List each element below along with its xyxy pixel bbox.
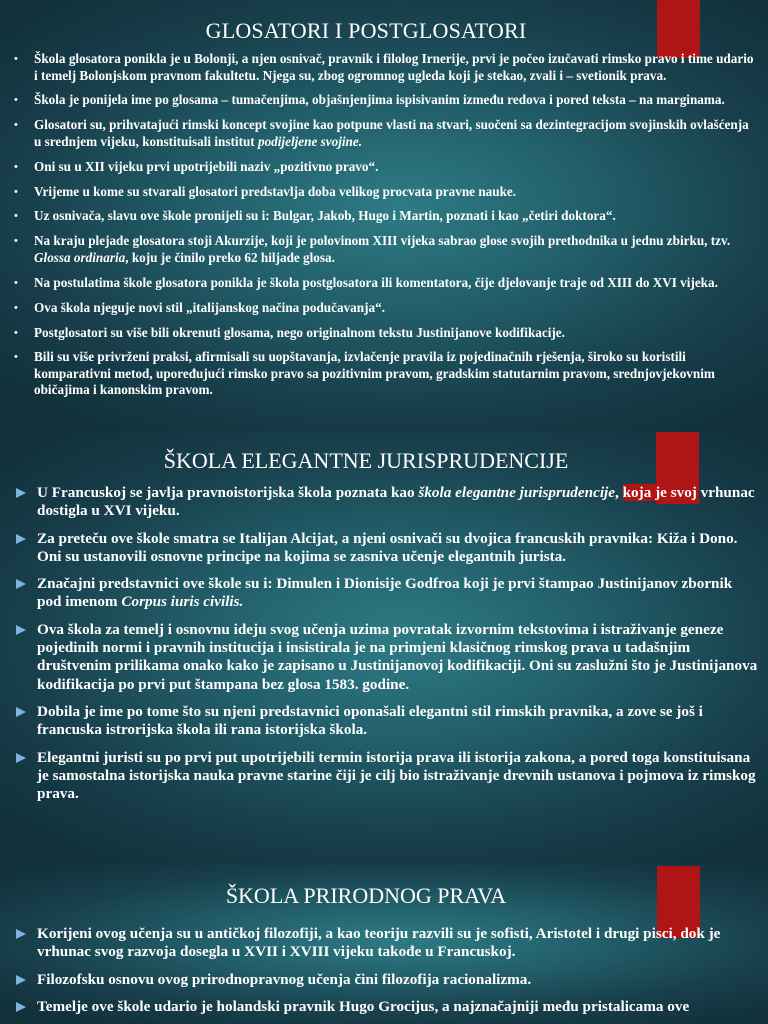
bullet-item: • Vrijeme u kome su stvarali glosatori predstavlja doba velikog procvata pravne nauke. xyxy=(14,183,517,199)
italic-term: škola elegantne jurisprudencije xyxy=(418,484,616,501)
triangle-bullet-icon xyxy=(16,534,26,544)
bullet-item: Filozofsku osnovu ovog prirodnopravnog učenja čini filozofija racionalizma. xyxy=(16,971,758,989)
triangle-bullet-icon xyxy=(16,929,26,939)
bullet-dot-icon: • xyxy=(14,119,18,132)
bullet-list xyxy=(16,925,758,1024)
bullet-item: • Ova škola njeguje novi stil „italijanskog načina podučavanja“. xyxy=(14,299,385,315)
bullet-item: Značajni predstavnici ove škole su i: Dimulen i Dionisije Godfroa koji je prvi štampao Justinijanov zbornik pod imenom Corpus iuris civilis. xyxy=(16,575,758,612)
triangle-bullet-icon xyxy=(16,1002,26,1012)
bullet-item: Za preteču ove škole smatra se Italijan Alcijat, a njeni osnivači su dvojica francuskih pravnika: Kiža i Dono. Oni su ustanovili osnovne principe na kojima se zasniva učenje elegantnih jurista. xyxy=(16,530,758,567)
bullet-item: • Oni su u XII vijeku prvi upotrijebili naziv „pozitivno pravo“. xyxy=(14,158,379,174)
bullet-item: • Na kraju plejade glosatora stoji Akurzije, koji je polovinom XIII vijeka sabrao glose svojih prethodnika u jednu zbirku, tzv. Glossa ordinaria, koju je činilo preko 62 hiljade glosa. xyxy=(14,233,731,265)
bullet-item: U Francuskoj se javlja pravnoistorijska škola poznata kao škola elegantne jurisprudencije, koja je svoj vrhunac dostigla u XVI vijeku. xyxy=(16,484,758,521)
triangle-bullet-icon xyxy=(16,625,26,635)
triangle-bullet-icon xyxy=(16,975,26,985)
bullet-item: • Postglosatori su više bili okrenuti glosama, nego originalnom tekstu Justinijanove kodifikacije. xyxy=(14,324,565,340)
slide-title: GLOSATORI I POSTGLOSATORI xyxy=(205,18,527,43)
slide-title: ŠKOLA PRIRODNOG PRAVA xyxy=(225,883,507,908)
bullet-item: • Uz osnivača, slavu ove škole pronijeli su i: Bulgar, Jakob, Hugo i Martin, poznati i kao „četiri doktora“. xyxy=(14,208,616,224)
bullet-dot-icon: • xyxy=(14,210,18,223)
triangle-bullet-icon xyxy=(16,488,26,498)
triangle-bullet-icon xyxy=(16,707,26,717)
triangle-bullet-icon xyxy=(16,753,26,763)
bullet-dot-icon: • xyxy=(14,160,18,173)
bullet-item: • Bili su više privrženi praksi, afirmisali su uopštavanja, izvlačenje pravila iz pojedinačnih rješenja, široko su koristili komparativni metod, upoređujući rimsko pravo sa pozitivnim pravom, gradskim statutarnim pravom, srednjovjekovnim običajima i kanonskim pravom. xyxy=(14,349,715,398)
bullet-dot-icon: • xyxy=(14,351,18,364)
bullet-item: Elegantni juristi su po prvi put upotrijebili termin istorija prava ili istorija zakona, a pored toga konstituisana je samostalna istorijska nauka pravne starine čiji je cilj bio istraživanje drevnih ustanova i pojmova iz rimskog prava. xyxy=(16,749,758,804)
bullet-dot-icon: • xyxy=(14,301,18,314)
slide-title: ŠKOLA ELEGANTNE JURISPRUDENCIJE xyxy=(163,448,569,473)
bullet-item: • Škola je ponijela ime po glosama – tumačenjima, objašnjenjima ispisivanim između redova i pored teksta – na marginama. xyxy=(14,92,725,108)
slide-prirodno-pravo xyxy=(0,864,768,1024)
italic-term: Glossa ordinaria xyxy=(34,249,126,265)
highlighted-text: koja je xyxy=(622,484,667,501)
bullet-item: Korijeni ovog učenja su u antičkoj filozofiji, a kao teoriju razvili su je sofisti, Aristotel i drugi pisci, dok je vrhunac svog razvoja dosegla u XVII i XVIII vijeku takođe u Francuskoj. xyxy=(16,925,758,962)
slide-elegantna-jurisprudencija xyxy=(0,432,768,864)
bullet-list xyxy=(16,484,758,812)
bullet-dot-icon: • xyxy=(14,276,18,289)
italic-term: podijeljene svojine. xyxy=(257,133,363,149)
bullet-item: Dobila je ime po tome što su njeni predstavnici oponašali elegantni stil rimskih pravnika, a zove se još i francuska istrorijska škola ili rana istorijska škola. xyxy=(16,703,758,740)
bullet-dot-icon: • xyxy=(14,326,18,339)
triangle-bullet-icon xyxy=(16,579,26,589)
bullet-dot-icon: • xyxy=(14,53,18,65)
bullet-item: Temelje ove škole udario je holandski pravnik Hugo Grocijus, a najznačajniji među pristalicama ove xyxy=(16,998,758,1016)
italic-term: Corpus iuris civilis. xyxy=(121,593,244,611)
bullet-item: • Škola glosatora ponikla je u Bolonji, a njen osnivač, pravnik i filolog Irnerije, prvi je počeo izučavati rimsko pravo i time udario i temelj Bolonjskom pravnom fakultetu. Njega su, zbog ogromnog ugleda koji je stekao, zvali i – svetionik prava. xyxy=(14,51,754,83)
bullet-item: • Na postulatima škole glosatora ponikla je škola postglosatora ili komentatora, čije djelovanje traje od XIII do XVI vijeka. xyxy=(14,274,718,290)
bullet-dot-icon: • xyxy=(14,94,18,107)
bullet-dot-icon: • xyxy=(14,235,18,248)
bullet-dot-icon: • xyxy=(14,185,18,198)
bullet-list xyxy=(14,51,754,407)
bullet-item: • Glosatori su, prihvatajući rimski koncept svojine kao potpune vlasti na stvari, suočeni sa dezintegracijom svojinskih ovlašćenja u srednjem vijeku, konstituisali institut podijeljene svojine. xyxy=(14,117,749,149)
bullet-item: Ova škola za temelj i osnovnu ideju svog učenja uzima povratak izvornim tekstovima i istraživanje geneze pojedinih normi i pravnih institucija i insistirala je na primjeni klasičnog rimskog prava u tadašnjim društvenim prilikama onako kako je zapisano u Justinijanovoj kodifikaciji. Oni su zaslužni što je Justinijanova kodifikacija po prvi put štampana bez glosa 1583. godine. xyxy=(16,621,758,694)
slide-glosatori xyxy=(0,0,768,432)
